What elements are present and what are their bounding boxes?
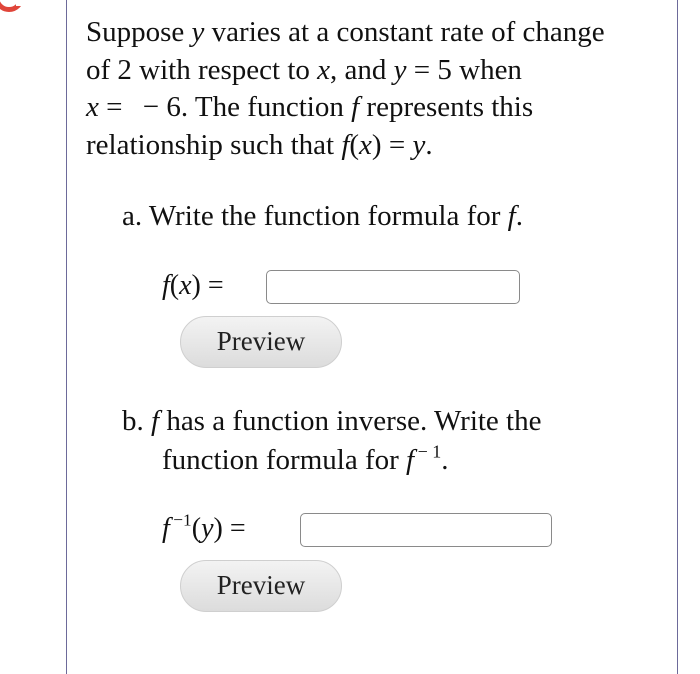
part-a-answer-input[interactable] <box>266 270 520 304</box>
part-a-equation-label: f(x) = <box>162 270 224 301</box>
app-logo-icon <box>0 0 24 12</box>
intro-line-3: x = − 6. The function f represents this <box>86 91 534 123</box>
part-a-prompt: a. Write the function formula for f. <box>122 200 523 232</box>
part-b-equation-label: f $^{-1}$(y) = <box>162 510 246 544</box>
part-b-answer-input[interactable] <box>300 513 552 547</box>
part-b-prompt-line-1: b. f has a function inverse. Write the <box>122 405 542 437</box>
question-text <box>86 14 605 164</box>
intro-line-2: of 2 with respect to x, and y = 5 when <box>86 53 522 86</box>
intro-line-4: relationship such that f(x) = y. <box>86 128 433 161</box>
part-b-preview-button[interactable]: Preview <box>180 560 342 612</box>
intro-line-1: Suppose y varies at a constant rate of change <box>86 16 605 48</box>
part-b-prompt-line-2: function formula for f $^{- 1}$. <box>162 441 449 476</box>
part-a-preview-button[interactable]: Preview <box>180 316 342 368</box>
